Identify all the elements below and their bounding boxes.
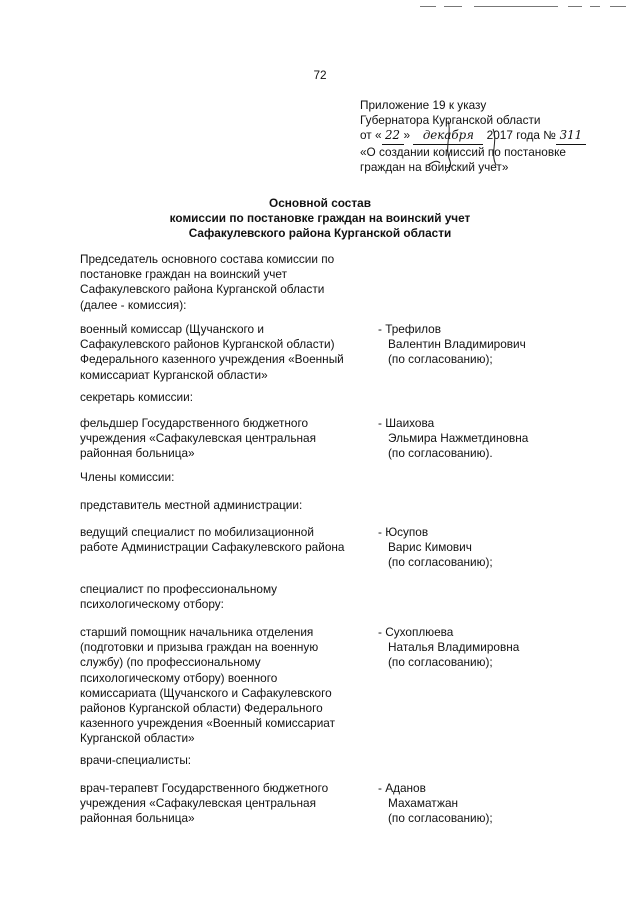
day-field: 22: [382, 128, 404, 144]
role-line: службу) (по профессиональному: [80, 655, 261, 670]
number-field: 311: [556, 128, 586, 144]
heading-line: специалист по профессиональному: [80, 582, 278, 596]
appendix-line: Приложение 19 к указу: [360, 98, 487, 112]
title-line: комиссии по постановке граждан на воинский учет: [169, 211, 471, 226]
heading-line: постановке граждан на воинский учет: [80, 267, 287, 282]
role-line: казенного учреждения «Военный комиссариат: [80, 716, 335, 731]
scan-header-marks: [420, 4, 630, 8]
role-line: работе Администрации Сафакулевского района: [80, 540, 345, 555]
heading-line: Сафакулевского района Курганской области: [80, 282, 325, 297]
psych-role: [80, 625, 368, 747]
title-line: Основной состав: [269, 196, 371, 210]
therapist-role: [80, 781, 368, 827]
role-line: районная больница»: [80, 446, 195, 461]
title-line: Сафакулевского района Курганской области: [188, 226, 452, 241]
member-given-name: Валентин Владимирович: [388, 337, 526, 352]
doctors-heading: врачи-специалисты:: [80, 753, 192, 767]
heading-line: Председатель основного состава комиссии по: [80, 252, 335, 266]
role-line: комиссариат Курганской области»: [80, 367, 268, 382]
role-line: Сафакулевского районов Курганской области): [80, 337, 335, 352]
scan-mark: [610, 6, 626, 7]
role-line: старший помощник начальника отделения: [80, 625, 314, 639]
role-line: фельдшер Государственного бюджетного: [80, 416, 309, 430]
scan-mark: [420, 6, 436, 7]
scan-mark: [474, 6, 558, 7]
chairman-heading: [80, 252, 380, 313]
heading-line: психологическому отбору:: [80, 597, 224, 612]
role-line: ведущий специалист по мобилизационной: [80, 525, 314, 539]
role-line: районов Курганской области) Федерального: [80, 701, 323, 716]
role-line: психологическому отбору) военного: [80, 670, 278, 685]
member-surname: - Аданов: [378, 781, 426, 795]
role-line: Курганской области»: [80, 731, 195, 746]
scan-mark: [568, 6, 582, 7]
document-title: [0, 196, 640, 242]
appendix-date-line: [360, 128, 630, 144]
member-given-name: Варис Кимович: [388, 540, 472, 555]
role-line: врач-терапевт Государственного бюджетного: [80, 781, 329, 795]
psych-heading: [80, 582, 380, 612]
chairman-role: [80, 322, 368, 383]
role-line: учреждения «Сафакулевская центральная: [80, 431, 316, 446]
scan-mark: [590, 6, 600, 7]
page-number: 72: [313, 68, 327, 82]
member-given-name: Махаматжан: [388, 796, 459, 811]
member-surname: - Трефилов: [378, 322, 442, 336]
member-given-name: Эльмира Нажметдиновна: [388, 431, 529, 446]
heading-line: (далее - комиссия):: [80, 297, 187, 312]
role-line: районная больница»: [80, 811, 195, 826]
date-quote: »: [403, 128, 411, 143]
date-prefix: от «: [360, 128, 382, 143]
member-surname: - Сухоплюева: [378, 625, 454, 639]
member-note: (по согласованию);: [388, 555, 493, 570]
role-line: (подготовки и призыва граждан на военную: [80, 640, 319, 655]
member-surname: - Шаихова: [378, 416, 435, 430]
role-line: учреждения «Сафакулевская центральная: [80, 796, 316, 811]
local-admin-member: [378, 525, 618, 571]
year-text: 2017 года №: [486, 128, 556, 143]
role-line: военный комиссар (Щучанского и: [80, 322, 264, 336]
appendix-line: «О создании комиссий по постановке: [360, 144, 566, 159]
psych-member: [378, 625, 618, 671]
appendix-block: [360, 98, 630, 175]
local-admin-role: [80, 525, 368, 555]
member-note: (по согласованию).: [388, 446, 493, 461]
secretary-member: [378, 416, 618, 462]
members-heading: Члены комиссии:: [80, 470, 175, 484]
member-surname: - Юсупов: [378, 525, 429, 539]
member-note: (по согласованию);: [388, 655, 493, 670]
appendix-line: Губернатора Курганской области: [360, 113, 541, 128]
secretary-heading: секретарь комиссии:: [80, 390, 193, 404]
secretary-role: [80, 416, 368, 462]
member-note: (по согласованию);: [388, 811, 493, 826]
chairman-member: [378, 322, 618, 368]
role-line: комиссариата (Щучанского и Сафакулевского: [80, 685, 332, 700]
local-admin-heading: представитель местной администрации:: [80, 498, 303, 512]
member-given-name: Наталья Владимировна: [388, 640, 520, 655]
scan-mark: [444, 6, 462, 7]
therapist-member: [378, 781, 618, 827]
appendix-line: граждан на воинский учет»: [360, 159, 509, 174]
month-field: декабря: [413, 128, 483, 144]
role-line: Федерального казенного учреждения «Военный: [80, 352, 344, 367]
member-note: (по согласованию);: [388, 352, 493, 367]
